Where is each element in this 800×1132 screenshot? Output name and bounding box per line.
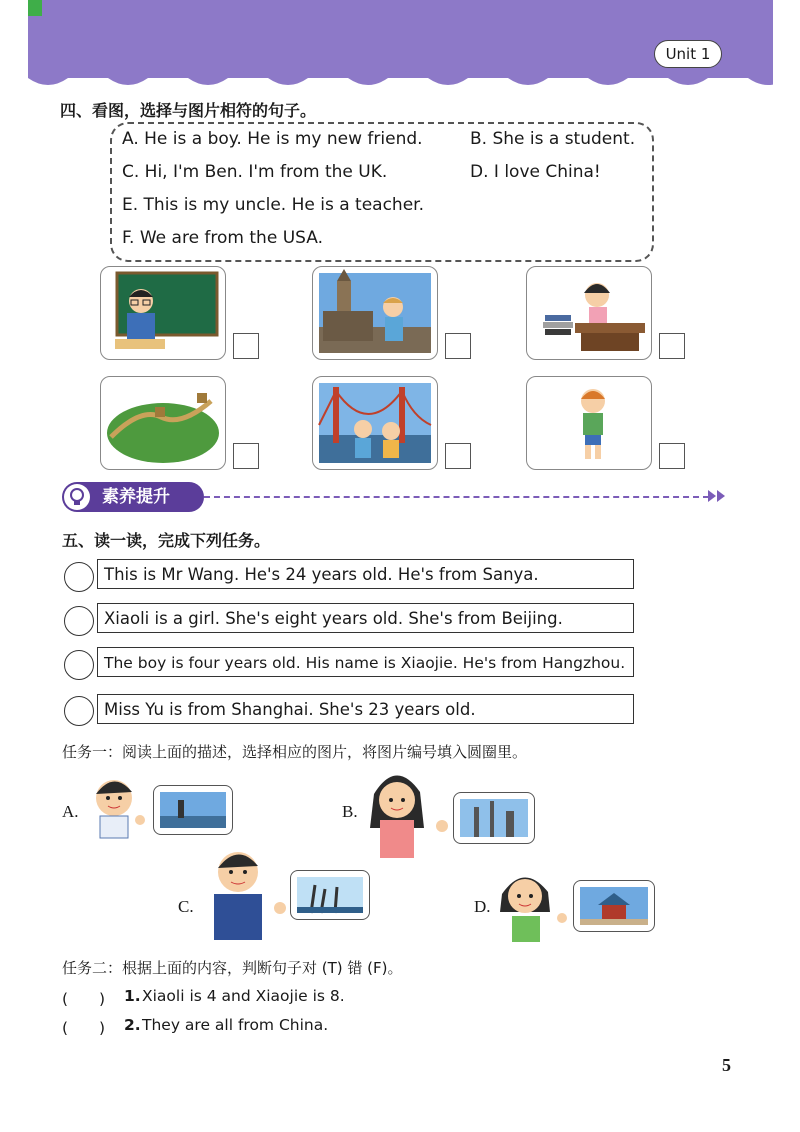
woman-b-illustration xyxy=(364,764,454,860)
tf-bracket-1[interactable]: ( ) xyxy=(62,990,106,1008)
option-c: C. Hi, I'm Ben. I'm from the UK. xyxy=(122,162,388,182)
label-b: B. xyxy=(342,802,358,821)
answer-box-4[interactable] xyxy=(233,443,259,469)
tf-number-1: 1. xyxy=(124,987,141,1005)
beijing-bubble xyxy=(573,880,655,932)
great-wall-picture xyxy=(100,376,226,470)
golden-gate-picture xyxy=(312,376,438,470)
sentence-3: The boy is four years old. His name is Xiaojie. He's from Hangzhou. xyxy=(97,647,634,677)
boy-a-illustration xyxy=(84,770,154,840)
teacher-picture xyxy=(100,266,226,360)
boy-picture xyxy=(526,376,652,470)
sentence-1: This is Mr Wang. He's 24 years old. He's from Sanya. xyxy=(97,559,634,589)
label-d: D. xyxy=(474,897,491,916)
literacy-banner: 素养提升 xyxy=(62,482,204,512)
girl-d-illustration xyxy=(496,866,572,944)
sentence-2: Xiaoli is a girl. She's eight years old. She's from Beijing. xyxy=(97,603,634,633)
section5-title: 五、读一读，完成下列任务。 xyxy=(62,531,271,550)
answer-box-2[interactable] xyxy=(445,333,471,359)
unit-badge: Unit 1 xyxy=(654,40,722,68)
answer-circle-1[interactable] xyxy=(64,562,94,592)
option-f: F. We are from the USA. xyxy=(122,228,323,248)
answer-box-5[interactable] xyxy=(445,443,471,469)
answer-box-6[interactable] xyxy=(659,443,685,469)
task1-instruction: 任务一：阅读上面的描述，选择相应的图片，将图片编号填入圆圈里。 xyxy=(62,743,528,761)
answer-box-3[interactable] xyxy=(659,333,685,359)
tf-bracket-2[interactable]: ( ) xyxy=(62,1019,106,1037)
hangzhou-bubble xyxy=(153,785,233,835)
shanghai-bubble xyxy=(453,792,535,844)
option-a: A. He is a boy. He is my new friend. xyxy=(122,129,423,149)
banner-divider xyxy=(204,496,709,498)
tf-number-2: 2. xyxy=(124,1016,141,1034)
section4-title: 四、看图，选择与图片相符的句子。 xyxy=(60,101,317,120)
answer-circle-3[interactable] xyxy=(64,650,94,680)
task2-instruction: 任务二：根据上面的内容，判断句子对 (T) 错 (F)。 xyxy=(62,959,403,977)
answer-box-1[interactable] xyxy=(233,333,259,359)
option-e: E. This is my uncle. He is a teacher. xyxy=(122,195,424,215)
tf-item-2: They are all from China. xyxy=(142,1016,329,1034)
tf-item-1: Xiaoli is 4 and Xiaojie is 8. xyxy=(142,987,345,1005)
page-number: 5 xyxy=(722,1055,731,1075)
sentence-4: Miss Yu is from Shanghai. She's 23 years old. xyxy=(97,694,634,724)
double-arrow-icon xyxy=(708,488,728,504)
lightbulb-icon xyxy=(64,484,90,510)
london-picture xyxy=(312,266,438,360)
option-d: D. I love China! xyxy=(470,162,601,182)
label-a: A. xyxy=(62,802,79,821)
label-c: C. xyxy=(178,897,194,916)
answer-circle-4[interactable] xyxy=(64,696,94,726)
student-picture xyxy=(526,266,652,360)
sanya-bubble xyxy=(290,870,370,920)
answer-circle-2[interactable] xyxy=(64,606,94,636)
man-c-illustration xyxy=(204,842,290,942)
option-b: B. She is a student. xyxy=(470,129,636,149)
